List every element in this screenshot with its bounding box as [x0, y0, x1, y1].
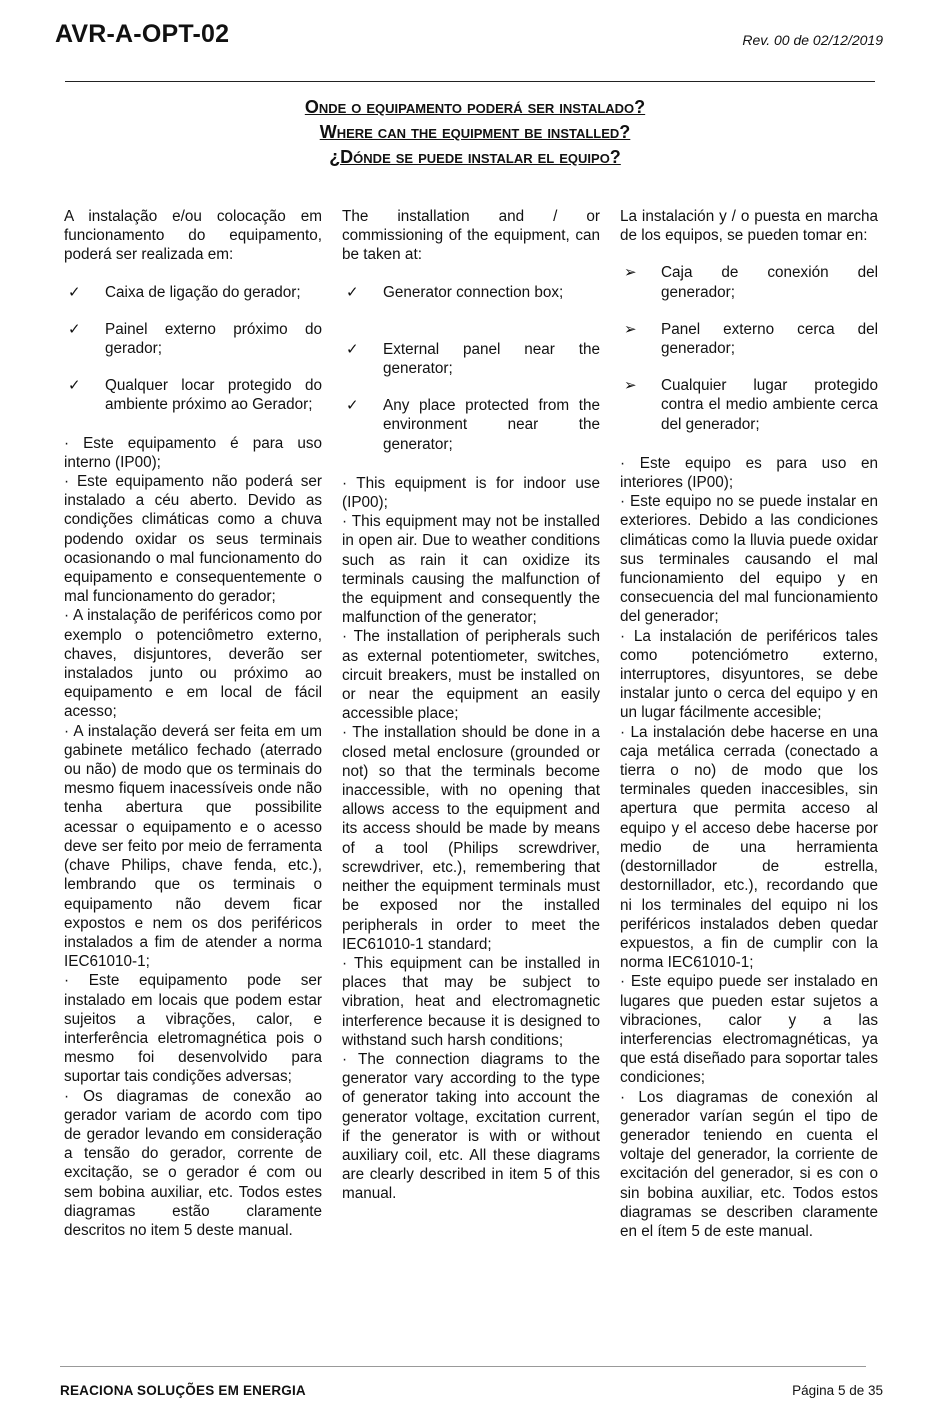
check-icon: ✓ — [68, 283, 81, 301]
note-paragraph: · Este equipo no se puede instalar en exteriores. Debido a las condiciones climáticas como la lluvia puede oxidar sus terminales causando el mal funcionamiento del equipo y en consecuencia del mal funcionamiento del generador; — [620, 493, 878, 626]
note-paragraph: · This equipment can be installed in places that may be subject to vibration, heat and electromagnetic interference because it is designed to withstand such harsh conditions; — [342, 954, 600, 1049]
list-item: ✓ Generator connection box; — [342, 283, 600, 302]
check-icon: ✓ — [68, 320, 81, 338]
column-portuguese — [64, 207, 322, 1240]
revision-date: Rev. 00 de 02/12/2019 — [742, 32, 883, 48]
list-item: ✓ Caixa de ligação do gerador; — [64, 283, 322, 302]
note-paragraph: · This equipment is for indoor use (IP00); — [342, 474, 600, 512]
check-icon: ✓ — [346, 340, 359, 358]
title-portuguese: Onde o equipamento poderá ser instalado? — [304, 97, 646, 117]
note-paragraph: · Este equipo puede ser instalado en lugares que pueden estar sujetos a vibraciones, calor y a las interferencias electromagnéticas, ya que está diseñado para soportar tales condiciones; — [620, 973, 878, 1087]
note-paragraph: · This equipment may not be installed in open air. Due to weather conditions such as rain it can oxidize its terminals causing the malfunction of the equipment and consequently the malfunction of the generator; — [342, 513, 600, 627]
note-paragraph: · Este equipamento pode ser instalado em locais que podem estar sujeitos a vibrações, calor, e interferência eletromagnética pois o mesmo foi desenvolvido para suportar tais condições adversas; — [64, 972, 322, 1086]
header-divider — [65, 81, 875, 82]
check-icon: ✓ — [346, 283, 359, 301]
column-spanish — [620, 207, 878, 1241]
note-paragraph: · Los diagramas de conexión al generador varían según el tipo de generador teniendo en cuenta el voltaje del generador, la corriente de excitación del generador, si es con o sin bobina auxiliar, etc. Todos estos diagramas se describen claramente en el ítem 5 de este manual. — [620, 1088, 878, 1240]
intro-text: The installation and / or commissioning of the equipment, can be taken at: — [342, 208, 600, 264]
arrow-bullet-icon: ➢ — [624, 320, 637, 338]
location-list — [64, 283, 322, 415]
note-paragraph: · La instalación de periféricos tales como potenciómetro externo, interruptores, disyuntores, se debe instalar junto o cerca del equipo y en un lugar fácilmente accesible; — [620, 627, 878, 722]
note-paragraph: · Este equipo es para uso en interiores (IP00); — [620, 454, 878, 492]
section-titles — [0, 95, 950, 170]
note-paragraph: · Este equipamento não poderá ser instalado a céu aberto. Devido as condições climáticas como a chuva podendo oxidar os seus terminais ocasionando o mal funcionamento do equipamento e consequentemente o mal funcionamento do gerador; — [64, 473, 322, 606]
note-paragraph: · A instalação de periféricos como por exemplo o potenciômetro externo, chaves, disjuntores, deverão ser instalados junto ou próximo ao equipamento e em local de fácil acesso; — [64, 607, 322, 721]
location-list — [620, 263, 878, 433]
note-paragraph: · The installation should be done in a closed metal enclosure (grounded or not) so that the terminals become inaccessible, with no opening that allows access to the equipment and its access should be made by means of a tool (Philips screwdriver, screwdriver, etc.), remembering that neither the equipment terminals must be exposed nor the installed peripherals in order to meet the IEC61010-1 standard; — [342, 724, 600, 953]
intro-text: La instalación y / o puesta en marcha de los equipos, se pueden tomar en: — [620, 208, 878, 245]
note-paragraph: · The installation of peripherals such as external potentiometer, switches, circuit breakers, must be installed on or near the equipment an easily accessible place; — [342, 628, 600, 723]
list-item: ✓ Any place protected from the environment near the generator; — [342, 396, 600, 454]
company-name: REACIONA SOLUÇÕES EM ENERGIA — [60, 1383, 306, 1398]
arrow-bullet-icon: ➢ — [624, 377, 637, 395]
page-number: Página 5 de 35 — [792, 1383, 883, 1398]
check-icon: ✓ — [346, 397, 359, 415]
note-paragraph: · La instalación debe hacerse en una caja metálica cerrada (conectado a tierra o no) de modo que los terminales queden inaccesibles, sin apertura que permita acceso al equipo y el acceso debe hacerse por medio de una herramienta (destornillador de estrella, destornillador, etc.), recordando que ni los terminales del equipo ni los periféricos instalados deben quedar expuestos, a fin de cumplir con la norma IEC61010-1; — [620, 723, 878, 972]
check-icon: ✓ — [68, 377, 81, 395]
note-paragraph: · The connection diagrams to the generator vary according to the type of generator taking into account the generator voltage, excitation current, if the generator is with or without auxiliary coil, etc. All these diagrams are clearly described in item 5 of this manual. — [342, 1050, 600, 1203]
title-english: Where can the equipment be installed? — [319, 122, 631, 142]
list-item: ✓ External panel near the generator; — [342, 340, 600, 378]
intro-text: A instalação e/ou colocação em funcionamento do equipamento, poderá ser realizada em: — [64, 208, 322, 264]
notes — [64, 434, 322, 1241]
footer-divider — [60, 1366, 866, 1367]
list-item: ➢ Caja de conexión del generador; — [620, 263, 878, 301]
notes — [342, 474, 600, 1204]
location-list — [342, 283, 600, 454]
arrow-bullet-icon: ➢ — [624, 264, 637, 282]
list-item: ➢ Panel externo cerca del generador; — [620, 320, 878, 358]
notes — [620, 454, 878, 1241]
document-code: AVR-A-OPT-02 — [55, 20, 230, 48]
list-item: ➢ Cualquier lugar protegido contra el medio ambiente cerca del generador; — [620, 376, 878, 434]
list-item: ✓ Qualquer locar protegido do ambiente próximo ao Gerador; — [64, 376, 322, 414]
list-item: ✓ Painel externo próximo do gerador; — [64, 320, 322, 358]
note-paragraph: · Os diagramas de conexão ao gerador variam de acordo com tipo de gerador levando em consideração a tensão do gerador, corrente de excitação, se o gerador é com ou sem bobina auxiliar, etc. Todos estes diagramas estão claramente descritos no item 5 deste manual. — [64, 1087, 322, 1239]
column-english — [342, 207, 600, 1204]
note-paragraph: · Este equipamento é para uso interno (IP00); — [64, 434, 322, 471]
note-paragraph: · A instalação deverá ser feita em um gabinete metálico fechado (aterrado ou não) de modo que os terminais do mesmo fiquem inacessíveis onde não tenha abertura que possibilite acessar o equipamento e o acesso deve ser feito por meio de ferramenta (chave Philips, chave fenda, etc.), lembrando que os terminais o equipamento não devem ficar expostos e nem os dos periféricos instalados a fim de atender a norma IEC61010-1; — [64, 722, 322, 971]
title-spanish: ¿Dónde se puede instalar el equipo? — [329, 147, 621, 167]
